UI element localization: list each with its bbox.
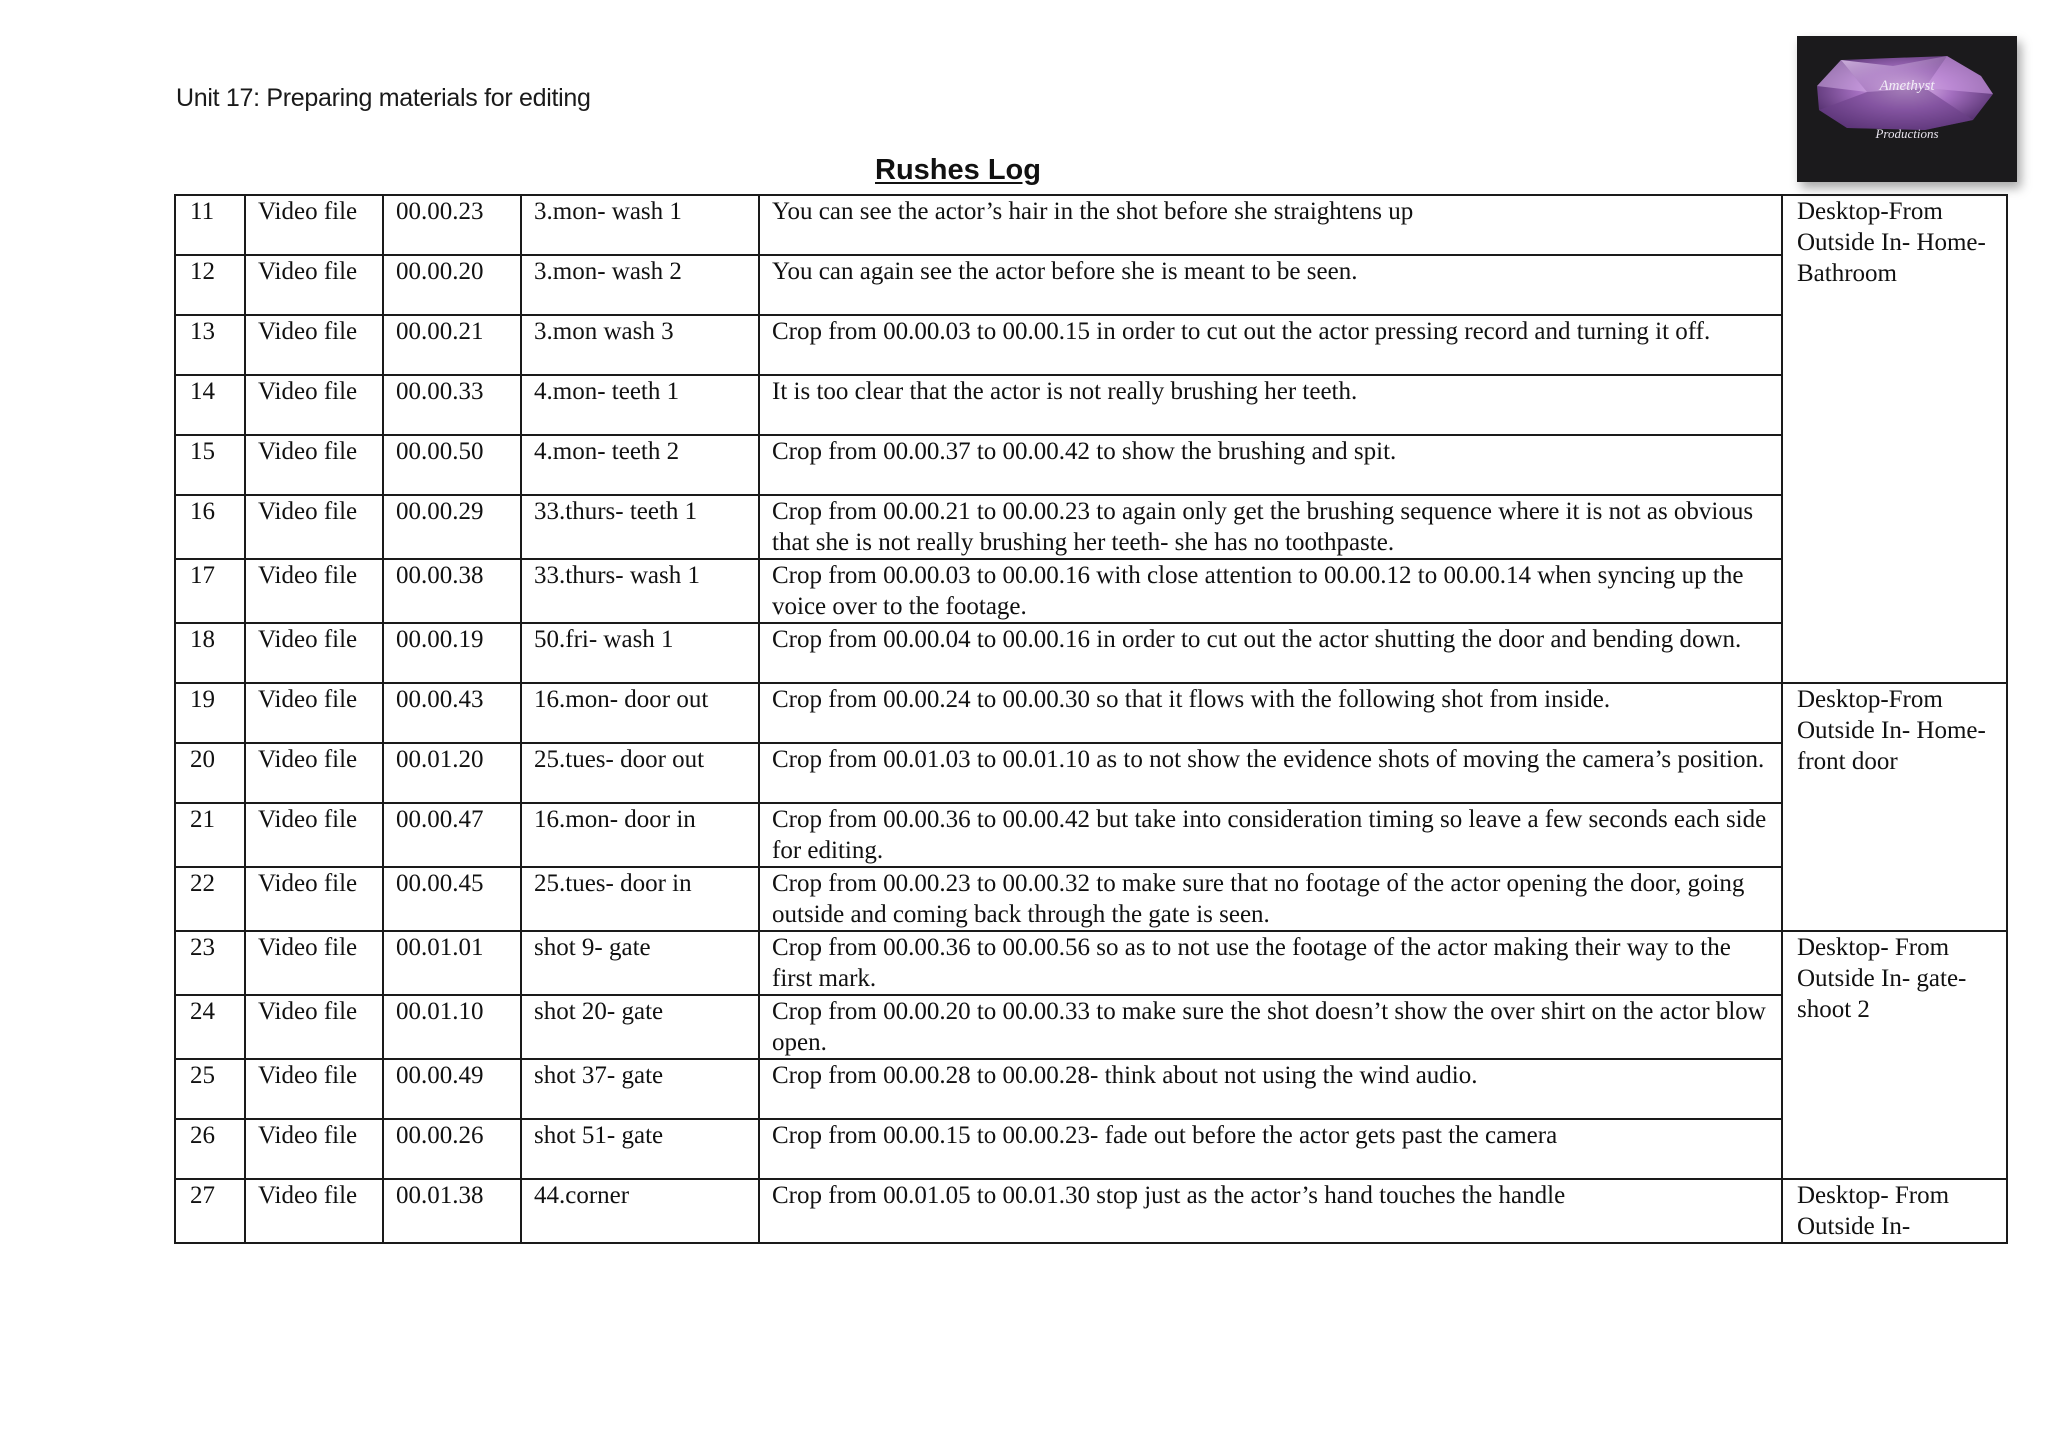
unit-title: Unit 17: Preparing materials for editing [176, 84, 591, 112]
clip-type: Video file [245, 495, 383, 559]
clip-duration: 00.00.29 [383, 495, 521, 559]
clip-notes: Crop from 00.00.20 to 00.00.33 to make sure the shot doesn’t show the over shirt on the actor blow open. [759, 995, 1782, 1059]
clip-notes: You can again see the actor before she is meant to be seen. [759, 255, 1782, 315]
clip-type: Video file [245, 559, 383, 623]
clip-number: 25 [175, 1059, 245, 1119]
clip-number: 20 [175, 743, 245, 803]
clip-number: 17 [175, 559, 245, 623]
clip-location: Desktop-From Outside In- Home- Bathroom [1782, 195, 2007, 683]
table-row [175, 375, 2007, 435]
clip-type: Video file [245, 931, 383, 995]
clip-name: shot 20- gate [521, 995, 759, 1059]
clip-notes: Crop from 00.00.03 to 00.00.16 with close attention to 00.00.12 to 00.00.14 when syncing up the voice over to the footage. [759, 559, 1782, 623]
clip-number: 21 [175, 803, 245, 867]
clip-type: Video file [245, 995, 383, 1059]
clip-name: 3.mon wash 3 [521, 315, 759, 375]
clip-type: Video file [245, 1179, 383, 1243]
clip-type: Video file [245, 623, 383, 683]
clip-duration: 00.00.26 [383, 1119, 521, 1179]
clip-duration: 00.00.47 [383, 803, 521, 867]
clip-name: 44.corner [521, 1179, 759, 1243]
clip-notes: Crop from 00.00.03 to 00.00.15 in order to cut out the actor pressing record and turning it off. [759, 315, 1782, 375]
clip-name: 3.mon- wash 1 [521, 195, 759, 255]
clip-name: 4.mon- teeth 1 [521, 375, 759, 435]
clip-name: 25.tues- door out [521, 743, 759, 803]
table-row [175, 315, 2007, 375]
clip-duration: 00.00.19 [383, 623, 521, 683]
clip-number: 12 [175, 255, 245, 315]
clip-duration: 00.00.23 [383, 195, 521, 255]
clip-notes: Crop from 00.00.36 to 00.00.56 so as to not use the footage of the actor making their way to the first mark. [759, 931, 1782, 995]
clip-notes: Crop from 00.00.37 to 00.00.42 to show the brushing and spit. [759, 435, 1782, 495]
clip-notes: Crop from 00.01.05 to 00.01.30 stop just as the actor’s hand touches the handle [759, 1179, 1782, 1243]
clip-duration: 00.00.50 [383, 435, 521, 495]
clip-type: Video file [245, 683, 383, 743]
table-row [175, 1179, 2007, 1243]
clip-name: 33.thurs- teeth 1 [521, 495, 759, 559]
clip-number: 11 [175, 195, 245, 255]
clip-notes: Crop from 00.00.04 to 00.00.16 in order to cut out the actor shutting the door and bending down. [759, 623, 1782, 683]
clip-name: 4.mon- teeth 2 [521, 435, 759, 495]
clip-location: Desktop- From Outside In- gate- shoot 2 [1782, 931, 2007, 1179]
clip-number: 26 [175, 1119, 245, 1179]
logo-subtitle: Productions [1875, 126, 1939, 141]
clip-notes: Crop from 00.00.21 to 00.00.23 to again only get the brushing sequence where it is not as obvious that she is not really brushing her teeth- she has no toothpaste. [759, 495, 1782, 559]
clip-location: Desktop- From Outside In- [1782, 1179, 2007, 1243]
clip-notes: It is too clear that the actor is not really brushing her teeth. [759, 375, 1782, 435]
logo-name: Amethyst [1879, 78, 1935, 94]
table-row [175, 255, 2007, 315]
clip-number: 23 [175, 931, 245, 995]
clip-name: 16.mon- door in [521, 803, 759, 867]
clip-number: 24 [175, 995, 245, 1059]
rushes-log-table [174, 194, 2008, 1244]
clip-number: 22 [175, 867, 245, 931]
clip-number: 13 [175, 315, 245, 375]
clip-duration: 00.01.10 [383, 995, 521, 1059]
clip-notes: Crop from 00.00.15 to 00.00.23- fade out before the actor gets past the camera [759, 1119, 1782, 1179]
clip-number: 18 [175, 623, 245, 683]
clip-notes: You can see the actor’s hair in the shot before she straightens up [759, 195, 1782, 255]
clip-name: shot 9- gate [521, 931, 759, 995]
table-row [175, 1119, 2007, 1179]
clip-name: shot 37- gate [521, 1059, 759, 1119]
clip-name: 33.thurs- wash 1 [521, 559, 759, 623]
table-row [175, 559, 2007, 623]
table-row [175, 1059, 2007, 1119]
clip-number: 27 [175, 1179, 245, 1243]
document-title: Rushes Log [875, 154, 1041, 186]
clip-name: shot 51- gate [521, 1119, 759, 1179]
clip-name: 25.tues- door in [521, 867, 759, 931]
table-row [175, 867, 2007, 931]
clip-notes: Crop from 00.00.24 to 00.00.30 so that it flows with the following shot from inside. [759, 683, 1782, 743]
clip-type: Video file [245, 375, 383, 435]
table-row [175, 995, 2007, 1059]
clip-notes: Crop from 00.00.23 to 00.00.32 to make sure that no footage of the actor opening the door, going outside and coming back through the gate is seen. [759, 867, 1782, 931]
table-row [175, 803, 2007, 867]
clip-name: 50.fri- wash 1 [521, 623, 759, 683]
clip-notes: Crop from 00.00.28 to 00.00.28- think about not using the wind audio. [759, 1059, 1782, 1119]
clip-type: Video file [245, 1119, 383, 1179]
clip-type: Video file [245, 255, 383, 315]
clip-notes: Crop from 00.00.36 to 00.00.42 but take into consideration timing so leave a few seconds each side for editing. [759, 803, 1782, 867]
clip-duration: 00.00.49 [383, 1059, 521, 1119]
clip-type: Video file [245, 1059, 383, 1119]
clip-type: Video file [245, 315, 383, 375]
clip-duration: 00.00.38 [383, 559, 521, 623]
clip-notes: Crop from 00.01.03 to 00.01.10 as to not show the evidence shots of moving the camera’s position. [759, 743, 1782, 803]
clip-number: 16 [175, 495, 245, 559]
clip-name: 16.mon- door out [521, 683, 759, 743]
clip-type: Video file [245, 867, 383, 931]
clip-type: Video file [245, 743, 383, 803]
clip-duration: 00.00.21 [383, 315, 521, 375]
clip-duration: 00.00.33 [383, 375, 521, 435]
clip-number: 15 [175, 435, 245, 495]
clip-duration: 00.00.43 [383, 683, 521, 743]
table-row [175, 435, 2007, 495]
clip-location: Desktop-From Outside In- Home- front door [1782, 683, 2007, 931]
clip-name: 3.mon- wash 2 [521, 255, 759, 315]
clip-type: Video file [245, 195, 383, 255]
table-row [175, 495, 2007, 559]
clip-number: 14 [175, 375, 245, 435]
clip-duration: 00.00.20 [383, 255, 521, 315]
clip-number: 19 [175, 683, 245, 743]
clip-duration: 00.01.01 [383, 931, 521, 995]
table-row [175, 743, 2007, 803]
clip-duration: 00.01.20 [383, 743, 521, 803]
table-row [175, 683, 2007, 743]
clip-type: Video file [245, 435, 383, 495]
table-row [175, 195, 2007, 255]
clip-duration: 00.01.38 [383, 1179, 521, 1243]
clip-duration: 00.00.45 [383, 867, 521, 931]
clip-type: Video file [245, 803, 383, 867]
table-row [175, 931, 2007, 995]
table-row [175, 623, 2007, 683]
